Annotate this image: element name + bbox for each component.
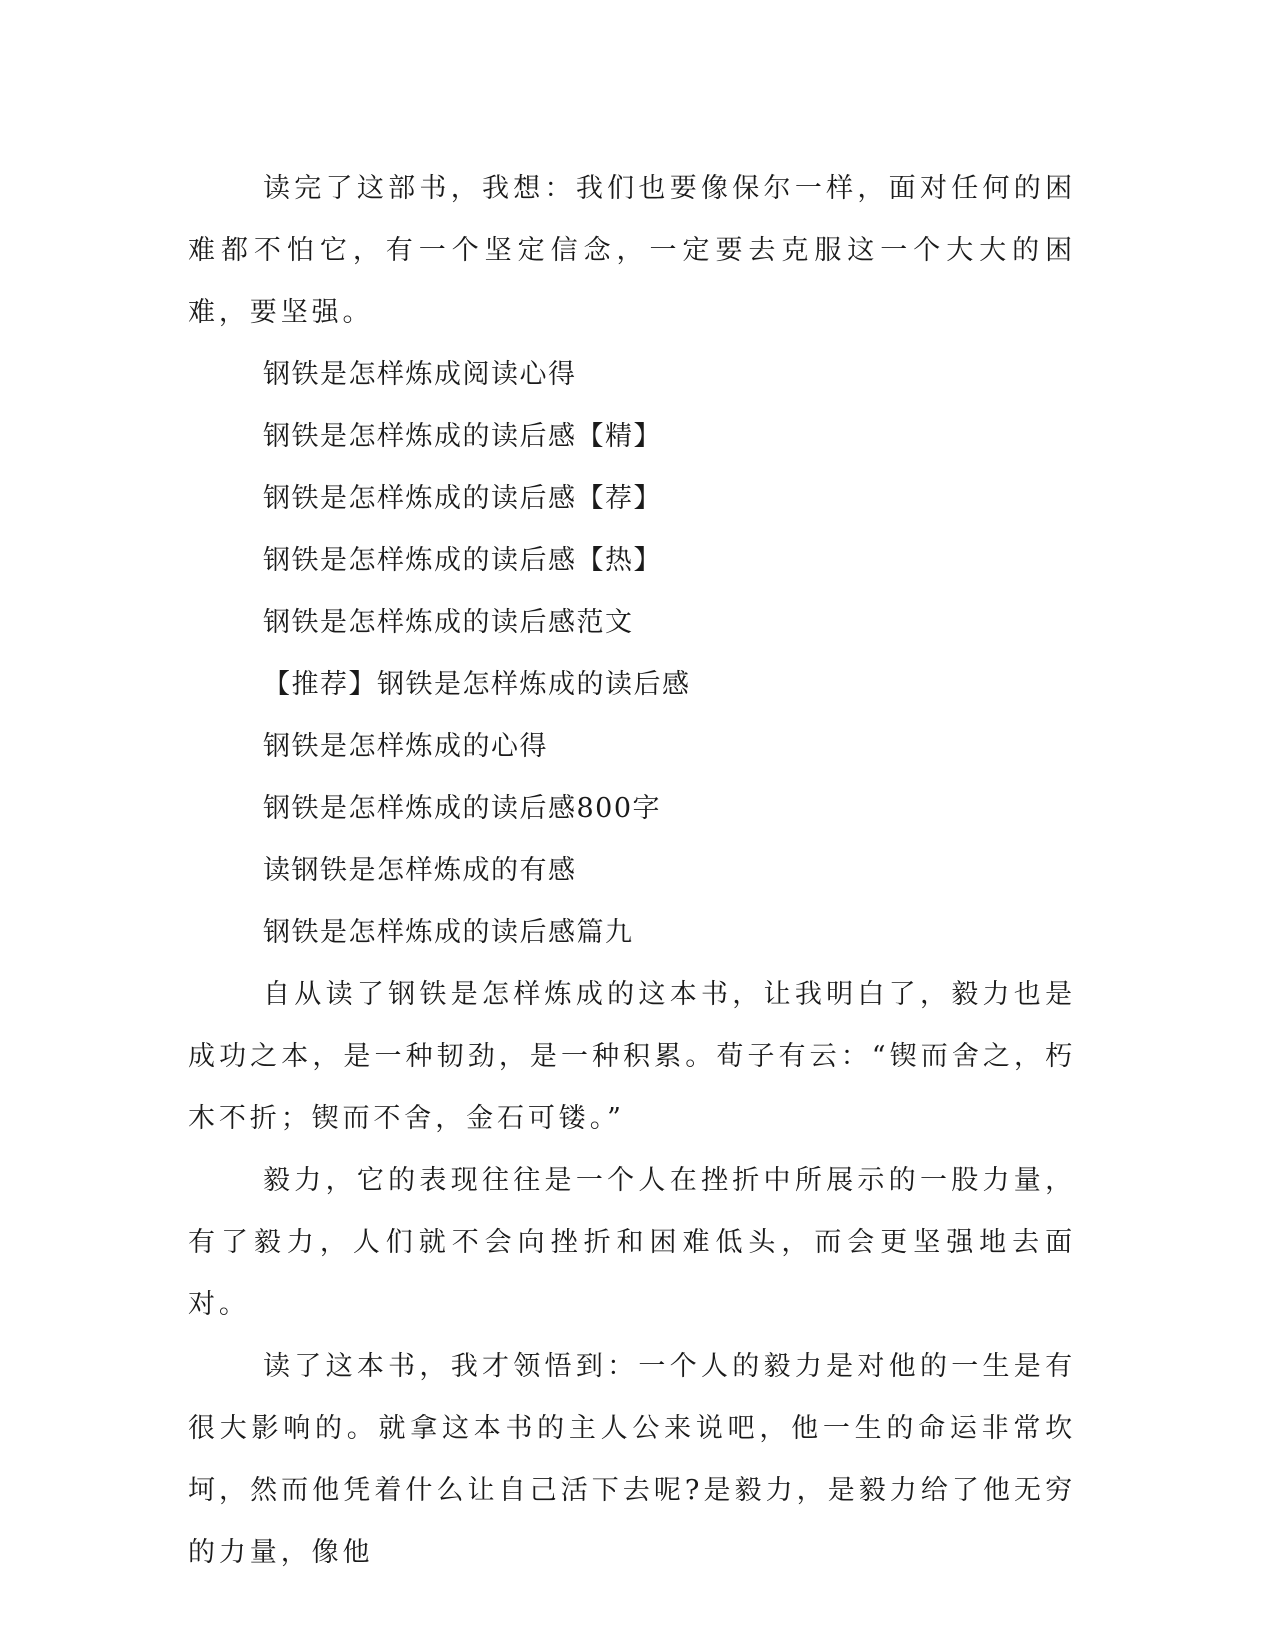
related-title: 【推荐】钢铁是怎样炼成的读后感 bbox=[263, 669, 691, 700]
related-title: 钢铁是怎样炼成的读后感800字 bbox=[263, 793, 662, 824]
intro-paragraph: 读完了这部书，我想：我们也要像保尔一样，面对任何的困难都不怕它，有一个坚定信念，一定要去克服这一个大大的困难，要坚强。 bbox=[188, 173, 1076, 328]
related-title: 钢铁是怎样炼成的心得 bbox=[263, 731, 548, 762]
related-title: 钢铁是怎样炼成的读后感【精】 bbox=[263, 421, 662, 452]
body-paragraph: 毅力，它的表现往往是一个人在挫折中所展示的一股力量，有了毅力，人们就不会向挫折和困难低头，而会更坚强地去面对。 bbox=[188, 1165, 1076, 1320]
related-title: 钢铁是怎样炼成的读后感篇九 bbox=[263, 917, 634, 948]
related-title: 读钢铁是怎样炼成的有感 bbox=[263, 855, 577, 886]
body-paragraph: 读了这本书，我才领悟到：一个人的毅力是对他的一生是有很大影响的。就拿这本书的主人公来说吧，他一生的命运非常坎坷，然而他凭着什么让自己活下去呢?是毅力，是毅力给了他无穷的力量，像他 bbox=[188, 1351, 1076, 1568]
document-content bbox=[188, 158, 1076, 1584]
related-title: 钢铁是怎样炼成的读后感范文 bbox=[263, 607, 634, 638]
related-title: 钢铁是怎样炼成的读后感【荐】 bbox=[263, 483, 662, 514]
related-title: 钢铁是怎样炼成的读后感【热】 bbox=[263, 545, 662, 576]
related-title: 钢铁是怎样炼成阅读心得 bbox=[263, 359, 577, 390]
body-paragraph: 自从读了钢铁是怎样炼成的这本书，让我明白了，毅力也是成功之本，是一种韧劲，是一种积累。荀子有云：“锲而舍之，朽木不折；锲而不舍，金石可镂。” bbox=[188, 979, 1076, 1134]
